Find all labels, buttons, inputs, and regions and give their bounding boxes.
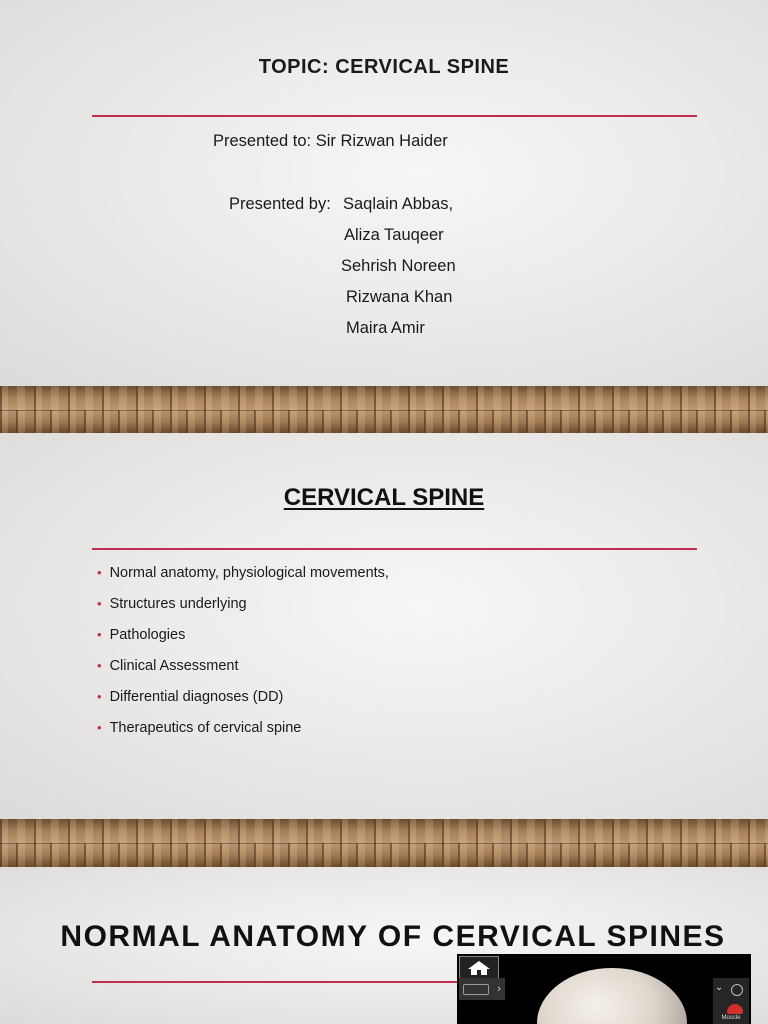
side-panel[interactable] [713, 978, 749, 1024]
skull-image [537, 968, 687, 1024]
title-divider [92, 115, 697, 117]
slide-1 [0, 0, 768, 386]
bullet-icon: • [97, 627, 102, 642]
home-icon [466, 960, 492, 976]
presenter-name: Rizwana Khan [346, 288, 453, 306]
bullet-icon: • [97, 689, 102, 704]
title-divider [92, 981, 457, 983]
video-controls[interactable] [459, 978, 505, 1000]
slide-1-title: TOPIC: CERVICAL SPINE [258, 56, 510, 78]
presenter-name: Aliza Tauqeer [344, 226, 444, 244]
wood-floor-1 [0, 386, 768, 433]
list-item: • Normal anatomy, physiological movements, [97, 565, 389, 581]
person-icon [731, 984, 743, 996]
home-button[interactable] [459, 956, 499, 980]
bullet-icon: • [97, 658, 102, 673]
presenter-name: Saqlain Abbas, [343, 195, 454, 213]
bullet-list [97, 565, 389, 751]
side-label: Muscle [721, 1015, 741, 1021]
bullet-icon: • [97, 596, 102, 611]
list-item: • Therapeutics of cervical spine [97, 720, 302, 736]
list-item: • Differential diagnoses (DD) [97, 689, 284, 705]
presented-by-label: Presented by: [229, 195, 331, 213]
bullet-icon: • [97, 720, 102, 735]
list-item: • Clinical Assessment [97, 658, 239, 674]
slide-2-title: CERVICAL SPINE [283, 484, 485, 511]
presenter-name: Maira Amir [346, 319, 425, 337]
video-overlay[interactable] [457, 954, 751, 1024]
arrow-right-icon: › [497, 983, 501, 995]
bullet-icon: • [97, 565, 102, 580]
wood-floor-2 [0, 819, 768, 867]
chevron-icon[interactable]: ⌄ [715, 982, 724, 993]
presenter-name: Sehrish Noreen [341, 257, 456, 275]
list-item: • Pathologies [97, 627, 186, 643]
person-icon [727, 1004, 743, 1014]
slide-3-title: NORMAL ANATOMY OF CERVICAL SPINES [60, 920, 726, 953]
toggle-icon [463, 984, 489, 995]
list-item: • Structures underlying [97, 596, 247, 612]
presented-to: Presented to: Sir Rizwan Haider [213, 132, 448, 150]
title-divider [92, 548, 697, 550]
